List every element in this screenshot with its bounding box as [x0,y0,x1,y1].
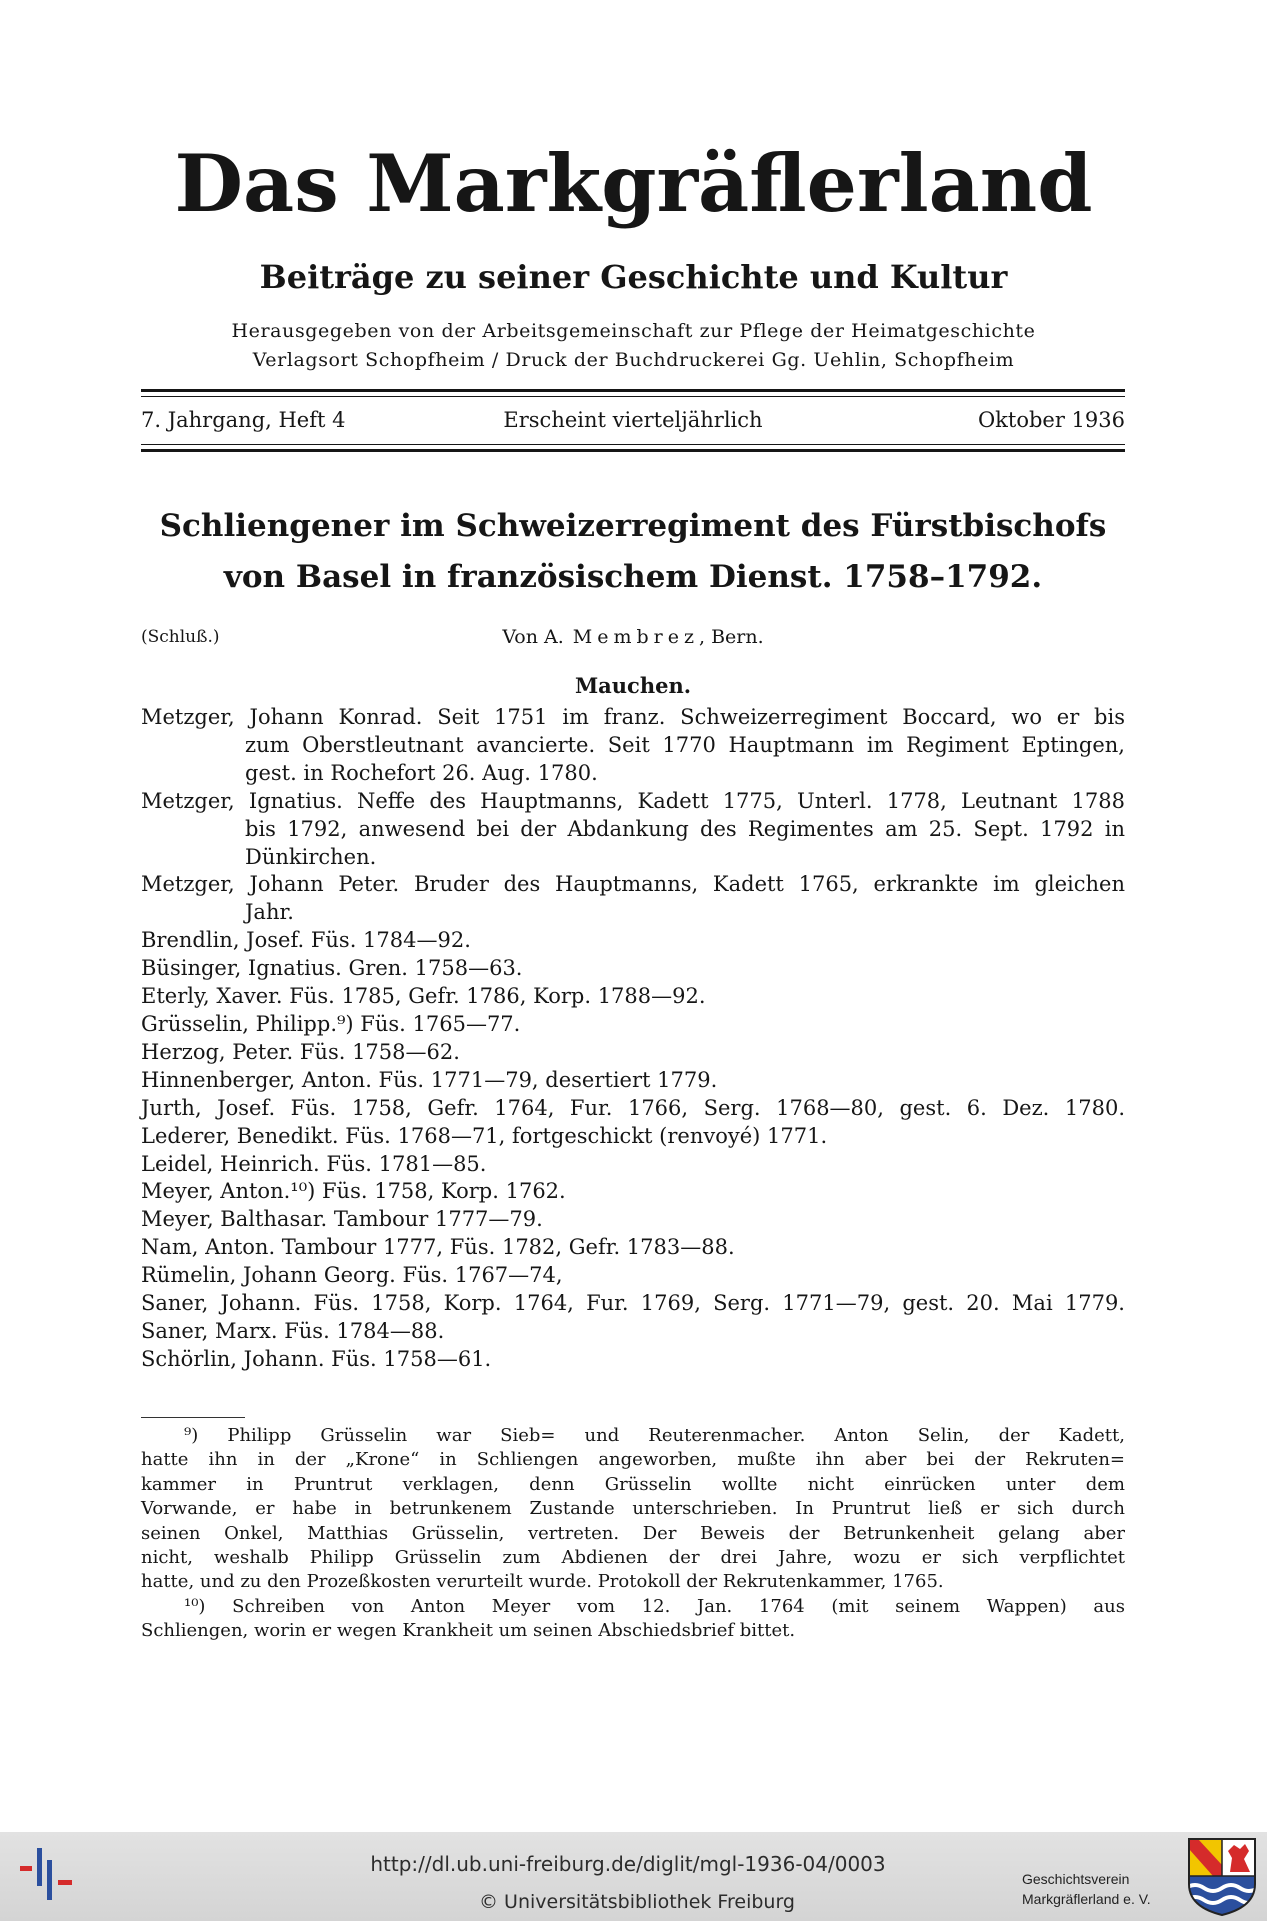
roster-entry: Leidel, Heinrich. Füs. 1781—85. [141,1151,487,1176]
footnote-line: hatte ihn in der „Krone“ in Schliengen angeworben, mußte ihn aber bei der Rekruten= [141,1449,1125,1471]
footnote-line: hatte, und zu den Prozeßkosten verurteilt wurde. Protokoll der Rekrutenkammer, 1765. [141,1571,944,1593]
roster-entry: Meyer, Anton.¹⁰) Füs. 1758, Korp. 1762. [141,1179,566,1204]
footnote-line: Vorwande, er habe in betrunkenem Zustande unterschrieben. In Pruntrut ließ er sich durch [141,1498,1125,1520]
entry-line: Metzger, Johann Konrad. Seit 1751 im franz. Schweizerregiment Boccard, wo er bis [141,705,1125,729]
footnote-line: nicht, weshalb Philipp Grüsselin zum Abdienen der drei Jahre, wozu er sich verpflichtet [141,1547,1125,1569]
footnote [141,1424,1125,1595]
permalink-url[interactable]: http://dl.ub.uni-freiburg.de/diglit/mgl-1936-04/0003 [370,1852,886,1876]
byline [141,624,1125,650]
entry-line: Metzger, Ignatius. Neffe des Hauptmanns, Kadett 1775, Unterl. 1778, Leutnant 1788 [141,788,1125,813]
byline-row [141,624,1125,650]
roster-entry: Brendlin, Josef. Füs. 1784—92. [141,928,471,953]
footnote-marker: ¹⁰) [184,1595,206,1617]
issue-bar [141,406,1125,434]
library-footer-bar [0,1832,1267,1921]
footnote-line [141,1595,1125,1619]
entry-line: gest. in Rochefort 26. Aug. 1780. [245,760,598,785]
continuation-note: (Schluß.) [141,627,220,647]
footnote-line [141,1424,1125,1448]
roster-list [141,704,1125,1374]
roster-entry: Herzog, Peter. Füs. 1758—62. [141,1039,460,1064]
section-heading: Mauchen. [574,673,692,698]
issue-bar-top-rule-thin [141,396,1125,397]
imprint-line: Verlagsort Schopfheim / Druck der Buchdruckerei Gg. Uehlin, Schopfheim [252,349,1015,371]
issue-bar-bottom-rule [141,449,1125,452]
byline-suffix: , Bern. [699,626,764,648]
copyright-notice: © Universitätsbibliothek Freiburg [479,1891,795,1913]
journal-title: Das Markgräflerland [174,137,1093,230]
roster-entry: Saner, Johann. Füs. 1758, Korp. 1764, Fur. 1769, Serg. 1771—79, gest. 20. Mai 1779. [141,1291,1125,1316]
footnote-text: Philipp Grüsselin war Sieb= und Reuterenmacher. Anton Selin, der Kadett, [227,1425,1125,1446]
coat-of-arms-icon [1186,1836,1258,1918]
publisher-line: Herausgegeben von der Arbeitsgemeinschaft zur Pflege der Heimatgeschichte [231,320,1036,342]
roster-entry [141,704,1125,788]
issue-frequency: Erscheint vierteljährlich [503,408,763,432]
footnote [141,1595,1125,1644]
roster-entry: Nam, Anton. Tambour 1777, Füs. 1782, Gefr. 1783—88. [141,1235,735,1260]
issue-bar-bottom-rule-thin [141,444,1125,445]
roster-entry: Meyer, Balthasar. Tambour 1777—79. [141,1207,543,1232]
roster-entry: Hinnenberger, Anton. Füs. 1771—79, desertiert 1779. [141,1067,718,1092]
roster-entry: Saner, Marx. Füs. 1784—88. [141,1318,445,1343]
footnote-text: Schreiben von Anton Meyer vom 12. Jan. 1764 (mit seinem Wappen) aus [232,1595,1125,1617]
roster-entry [141,871,1125,927]
roster-entry: Grüsselin, Philipp.⁹) Füs. 1765—77. [141,1011,521,1036]
entry-line: Metzger, Johann Peter. Bruder des Hauptmanns, Kadett 1765, erkrankte im gleichen [141,872,1125,897]
ub-freiburg-logo-icon [18,1844,78,1904]
entry-line: zum Oberstleutnant avancierte. Seit 1770 Hauptmann im Regiment Eptingen, [245,732,1125,757]
issue-date: Oktober 1936 [977,408,1125,432]
article-title [141,501,1125,603]
roster-entry: Schörlin, Johann. Füs. 1758—61. [141,1346,492,1371]
footnote-line: Schliengen, worin er wegen Krankheit um seinen Abschiedsbrief bittet. [141,1620,796,1642]
issue-bar-top-rule [141,389,1125,392]
footnote-line: kammer in Pruntrut verklagen, denn Grüsselin wollte nicht einrücken unter dem [141,1473,1125,1495]
society-name-line: Markgräflerland e. V. [1022,1891,1151,1907]
roster-entry: Jurth, Josef. Füs. 1758, Gefr. 1764, Fur. 1766, Serg. 1768—80, gest. 6. Dez. 1780. [141,1095,1125,1120]
footnote-line: seinen Onkel, Matthias Grüsselin, vertreten. Der Beweis der Betrunkenheit gelang aber [141,1522,1125,1544]
article-title-line: von Basel in französischem Dienst. 1758–1792. [223,559,1043,595]
entry-line: bis 1792, anwesend bei der Abdankung des Regimentes am 25. Sept. 1792 in [245,816,1125,841]
roster-entry: Lederer, Benedikt. Füs. 1768—71, fortgeschickt (renvoyé) 1771. [141,1123,828,1148]
byline-prefix: Von A. [502,626,564,648]
footnote-separator [141,1417,245,1418]
article-title-line: Schliengener im Schweizerregiment des Fürstbischofs [159,508,1107,544]
entry-line: Jahr. [245,900,294,925]
journal-subtitle: Beiträge zu seiner Geschichte und Kultur [259,258,1008,296]
byline-author: Membrez [572,626,699,648]
footnotes [141,1424,1125,1644]
roster-entry: Eterly, Xaver. Füs. 1785, Gefr. 1786, Korp. 1788—92. [141,984,706,1009]
roster-entry: Rümelin, Johann Georg. Füs. 1767—74, [141,1263,563,1288]
issue-volume: 7. Jahrgang, Heft 4 [141,408,346,432]
footnote-marker: ⁹) [184,1425,199,1446]
society-name [1022,1869,1151,1909]
society-name-line: Geschichtsverein [1022,1871,1130,1887]
roster-entry: Büsinger, Ignatius. Gren. 1758—63. [141,956,523,981]
roster-entry [141,788,1125,872]
entry-line: Dünkirchen. [245,844,377,869]
